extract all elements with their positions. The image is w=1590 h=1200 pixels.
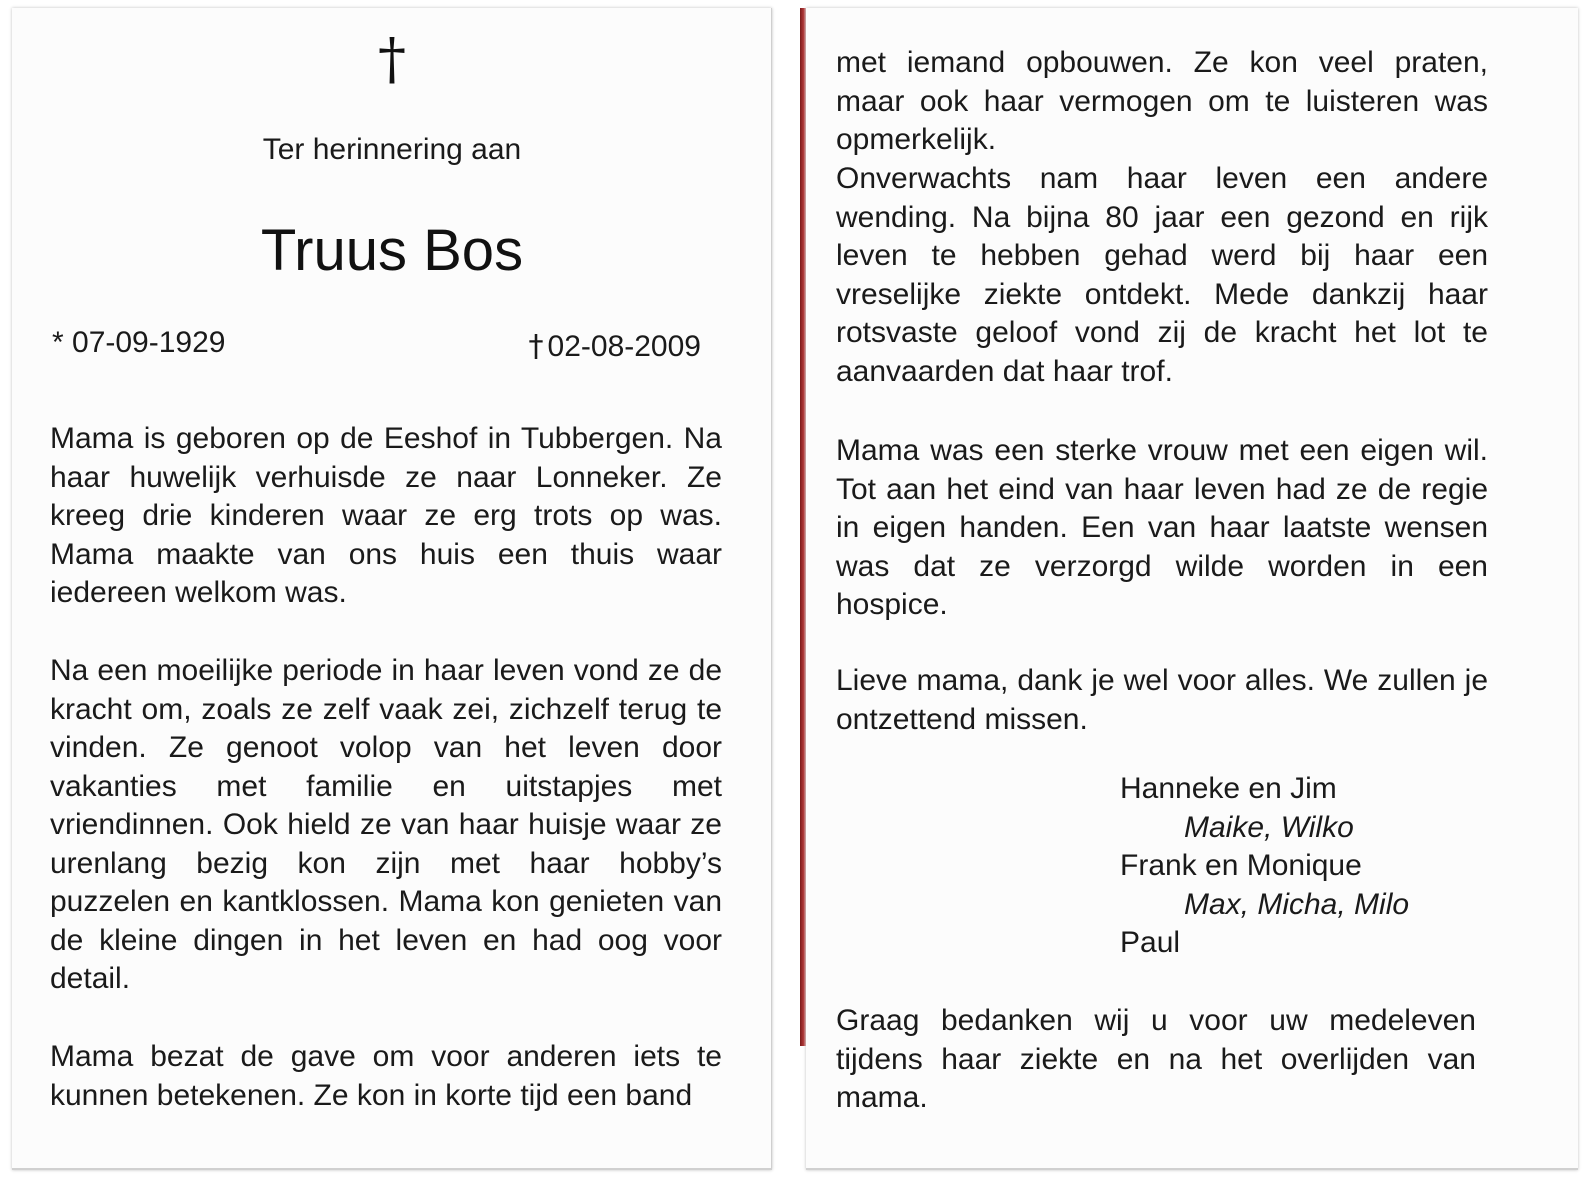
birth-date: * 07-09-1929 (52, 326, 226, 359)
paragraph-farewell: Lieve mama, dank je wel voor alles. We zullen je ontzettend missen. (836, 664, 1488, 736)
signature-line: Hanneke en Jim (1120, 772, 1337, 805)
paragraph-thanks: Graag bedanken wij u voor uw medeleven tijdens haar ziekte en na het overlijden van mama. (836, 1004, 1476, 1114)
signature-line: Paul (1120, 926, 1181, 959)
paragraph-birth: Mama is geboren op de Eeshof in Tubbergen. Na haar huwelijk verhuisde ze naar Lonneker. Ze kreeg drie kinderen waar ze erg trots op was. Mama maakte van ons huis een thuis waar iedereen welkom was. (50, 422, 722, 609)
paragraph-strong-woman: Mama was een sterke vrouw met een eigen wil. Tot aan het eind van haar leven had ze de regie in eigen handen. Een van haar laatste wensen was dat ze verzorgd wilde worden in een hospice. (836, 434, 1488, 621)
intro-text: Ter herinnering aan (262, 133, 522, 166)
cross-icon: † (378, 27, 406, 92)
paragraph-life: Na een moeilijke periode in haar leven vond ze de kracht om, zoals ze zelf vaak zei, zichzelf terug te vinden. Ze genoot volop van het leven door vakanties met familie en uitstapjes met vriendinnen. Ook hield ze van haar huisje waar ze urenlang bezig kon zijn met haar hobby’s puzzelen en kantklossen. Mama kon genieten van de kleine dingen in het leven en had oog voor detail. (50, 654, 722, 995)
paragraph-illness: Onverwachts nam haar leven een andere wending. Na bijna 80 jaar een gezond en rijk leven te hebben gehad werd bij haar een vreselijke ziekte ontdekt. Mede dankzij haar rotsvaste geloof vond zij de kracht het lot te aanvaarden dat haar trof. (836, 162, 1488, 388)
right-card-page (806, 8, 1578, 1170)
dagger-icon: † (528, 329, 544, 364)
signature-line: Frank en Monique (1120, 849, 1362, 882)
signature-line: Maike, Wilko (1184, 810, 1354, 844)
paragraph-listening: met iemand opbouwen. Ze kon veel praten, maar ook haar vermogen om te luisteren was opmerkelijk. (836, 46, 1488, 156)
paragraph-gift: Mama bezat de gave om voor anderen iets te kunnen betekenen. Ze kon in korte tijd een band (50, 1040, 722, 1112)
family-signatures (1120, 770, 1409, 963)
left-card-page (12, 8, 772, 1170)
death-date-line (529, 330, 701, 364)
death-date: 02-08-2009 (547, 330, 701, 363)
deceased-name: Truus Bos (260, 218, 524, 283)
signature-line: Max, Micha, Milo (1184, 887, 1410, 921)
